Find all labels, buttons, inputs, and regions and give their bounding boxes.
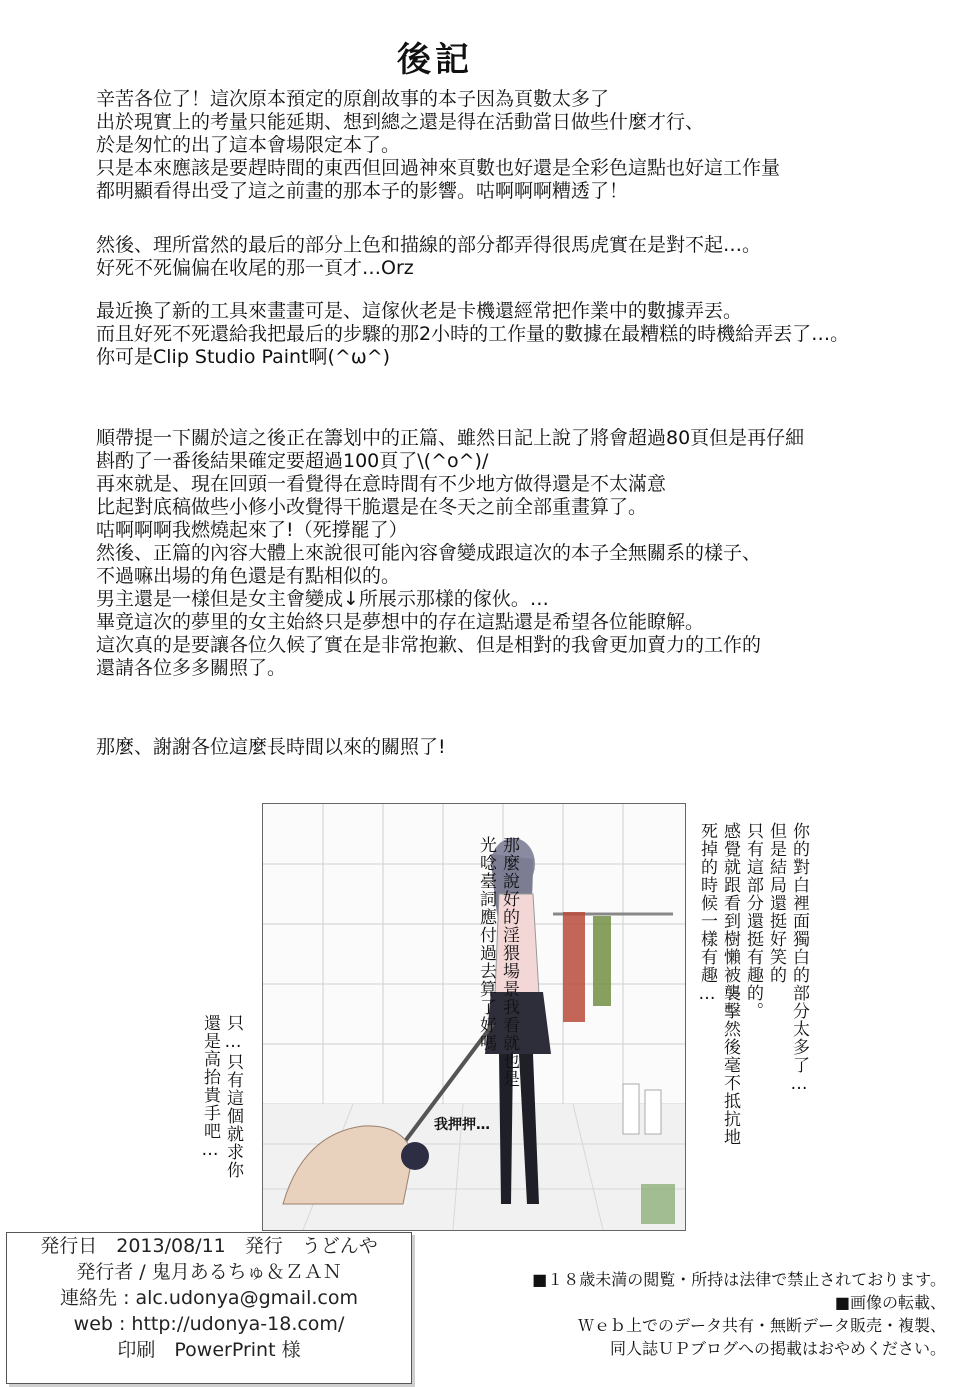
- text-line: 比起對底稿做些小修小改覺得干脆還是在冬天之前全部重畫算了。: [96, 496, 648, 518]
- text-line: 斟酌了一番後結果確定要超過100頁了\(^o^)/: [96, 450, 489, 472]
- text-line: 於是匆忙的出了這本會場限定本了。: [96, 134, 401, 156]
- speech-bubble-right: [695, 822, 810, 1182]
- speech-bubble-middle: [474, 836, 520, 1088]
- bubble-line: 那麼說好的淫猥場景我看就也是: [499, 836, 519, 1088]
- bubble-line: 感覺就跟看到樹懶被襲擊然後毫不抵抗地: [720, 822, 740, 1146]
- bubble-line: 死掉的時候一樣有趣…: [697, 822, 717, 1005]
- text-line: 不過嘛出場的角色還是有點相似的。: [96, 565, 401, 587]
- bubble-line: 光唸臺詞應付過去算了好嗎: [476, 836, 496, 1052]
- text-line: 還請各位多多關照了。: [96, 657, 287, 679]
- text-line: 最近換了新的工具來畫畫可是、這傢伙老是卡機還經常把作業中的數據弄丟。: [96, 300, 743, 322]
- colophon-line: web : http://udonya-18.com/: [73, 1313, 345, 1335]
- text-line: 畢竟這次的夢里的女主始終只是夢想中的存在這點還是希望各位能瞭解。: [96, 611, 705, 633]
- colophon-box: [6, 1232, 412, 1384]
- text-line: 你可是Clip Studio Paint啊(^ω^): [96, 346, 391, 368]
- paragraph-4: [96, 427, 936, 680]
- text-line: 再來就是、現在回頭一看覺得在意時間有不少地方做得還是不太滿意: [96, 473, 667, 495]
- text-line: 辛苦各位了！這次原本預定的原創故事的本子因為頁數太多了: [96, 88, 610, 110]
- warning-line: Ｗｅｂ上でのデータ共有・無断データ販売・複製、: [577, 1316, 946, 1335]
- bubble-line: 只…只有這個就求你: [223, 1014, 243, 1179]
- bubble-line: 還是高抬貴手吧…: [200, 1014, 220, 1161]
- text-line: 出於現實上的考量只能延期、想到總之還是得在活動當日做些什麼才行、: [96, 111, 705, 133]
- sound-effect-text: 我押押…: [434, 1117, 490, 1133]
- speech-bubble-left: [198, 1014, 244, 1194]
- page-title: 後記: [397, 40, 473, 80]
- colophon-line: 発行日 2013/08/11 発行 うどんや: [40, 1235, 378, 1257]
- warning-line: ■１８歳未満の閲覧・所持は法律で禁止されております。: [532, 1270, 946, 1289]
- text-line: 順帶提一下關於這之後正在籌划中的正篇、雖然日記上說了將會超過80頁但是再仔細: [96, 427, 805, 449]
- legal-warning: [476, 1268, 946, 1360]
- text-line: 好死不死偏偏在收尾的那一頁才…Orz: [96, 257, 414, 279]
- bubble-line: 只有這部分還挺有趣的。: [743, 822, 763, 1020]
- text-line: 只是本來應該是要趕時間的東西但回過神來頁數也好還是全彩色這點也好這工作量: [96, 157, 781, 179]
- colophon-line: 印刷 PowerPrint 様: [117, 1339, 301, 1361]
- text-line: 然後、正篇的內容大體上來說很可能內容會變成跟這次的本子全無關系的樣子、: [96, 542, 762, 564]
- paragraph-3: [96, 300, 936, 369]
- paragraph-5: [96, 736, 936, 759]
- text-line: 男主還是一樣但是女主會變成↓所展示那樣的傢伙。…: [96, 588, 549, 610]
- text-line: 都明顯看得出受了這之前畫的那本子的影響。咕啊啊啊糟透了！: [96, 180, 629, 202]
- warning-line: 同人誌ＵＰブログへの掲載はおやめください。: [609, 1339, 946, 1358]
- text-line: 然後、理所當然的最后的部分上色和描線的部分都弄得很馬虎實在是對不起…。: [96, 234, 762, 256]
- colophon-line: 発行者 / 鬼月あるちゅ＆ＺＡＮ: [76, 1261, 342, 1283]
- text-line: 那麼、謝謝各位這麼長時間以來的關照了!: [96, 736, 446, 758]
- colophon-line: 連絡先 : alc.udonya@gmail.com: [60, 1287, 358, 1309]
- text-line: 咕啊啊啊我燃燒起來了!（死撐罷了）: [96, 519, 408, 541]
- text-line: 而且好死不死還給我把最后的步驟的那2小時的工作量的數據在最糟糕的時機給弄丟了…。: [96, 323, 850, 345]
- bubble-line: 你的對白裡面獨白的部分太多了…: [789, 822, 809, 1095]
- text-line: 這次真的是要讓各位久候了實在是非常抱歉、但是相對的我會更加賣力的工作的: [96, 634, 762, 656]
- paragraph-2: [96, 234, 936, 280]
- paragraph-1: [96, 88, 936, 203]
- bubble-line: 但是結局還挺好笑的: [766, 822, 786, 984]
- warning-line: ■画像の転載、: [834, 1293, 946, 1312]
